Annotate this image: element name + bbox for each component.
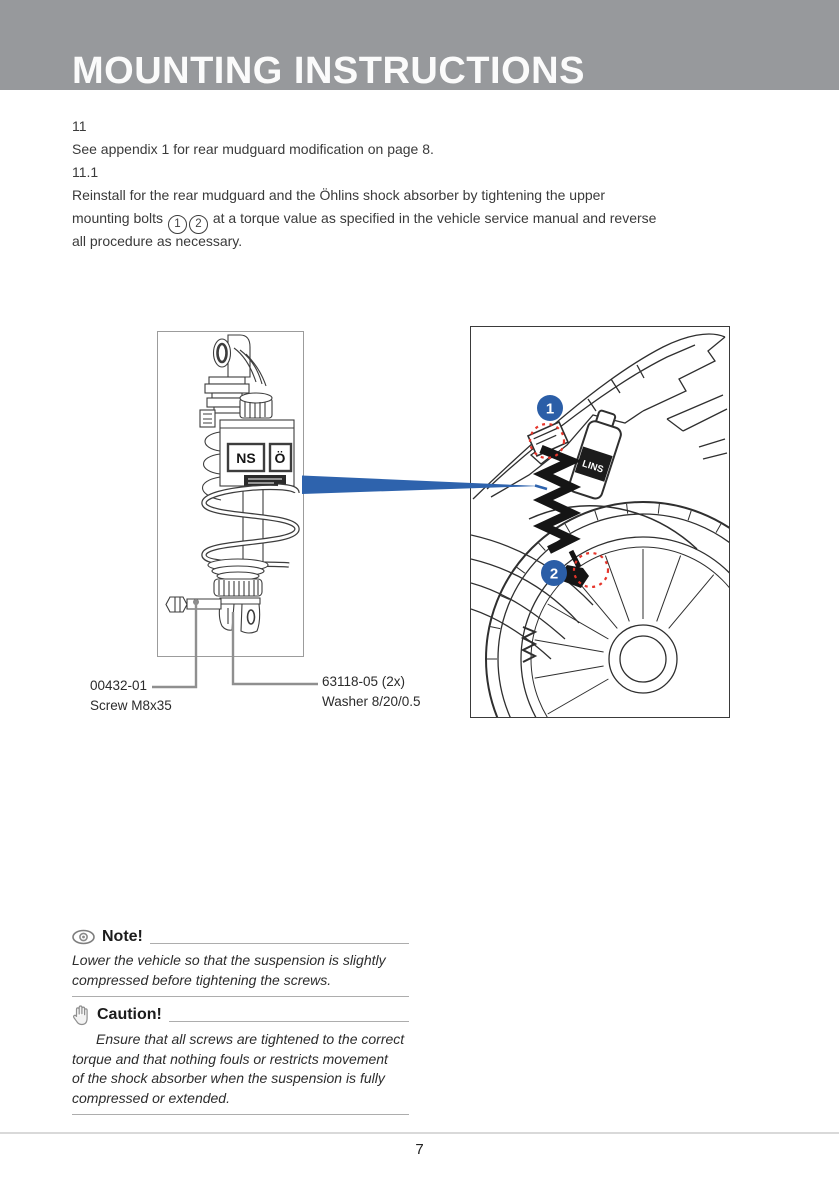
brand-sticker-text-left: NS (236, 450, 256, 466)
step-text: See appendix 1 for rear mudguard modification on page 8. (72, 141, 434, 157)
motorcycle-rear-drawing (471, 327, 729, 717)
page-number: 7 (415, 1141, 424, 1158)
reservoir-brand-text: LINS (580, 458, 605, 476)
shock-absorber-detail-figure (157, 331, 304, 657)
caution-title: Caution! (97, 1006, 162, 1023)
caution-line-4: compressed or extended. (72, 1089, 230, 1106)
caution-bottom-rule (72, 1114, 409, 1115)
instruction-block (72, 115, 656, 253)
screw-part-name: Screw M8x35 (90, 698, 172, 713)
circled-1-icon: 1 (168, 215, 187, 234)
footer-rule (0, 1132, 839, 1134)
paragraph-line-2-after: at a torque value as specified in the vehicle service manual and reverse (212, 210, 657, 226)
note-line-2: compressed before tightening the screws. (72, 971, 332, 988)
installed-shock-figure (470, 326, 730, 718)
note-line-1: Lower the vehicle so that the suspension is slightly (72, 952, 386, 968)
page-title: MOUNTING INSTRUCTIONS (72, 50, 585, 92)
note-title: Note! (102, 928, 143, 945)
callout-1-number: 1 (545, 400, 555, 418)
brand-sticker-text-right: Ö (274, 450, 286, 466)
paragraph-line-1: Reinstall for the rear mudguard and the Öhlins shock absorber by tightening the upper (72, 187, 606, 203)
step-number: 11 (72, 118, 87, 134)
washer-part-label (322, 672, 421, 712)
note-title-rule (150, 943, 409, 944)
paragraph-line-2-before: mounting bolts (72, 210, 164, 226)
eye-icon (72, 929, 95, 945)
callout-2-number: 2 (549, 565, 559, 583)
note-bottom-rule (72, 996, 409, 997)
note-section (72, 926, 409, 997)
caution-section (72, 1004, 409, 1115)
paragraph-line-3: all procedure as necessary. (72, 233, 243, 249)
screw-part-label (90, 676, 172, 716)
paragraph-line-2 (72, 207, 656, 230)
caution-line-2: torque and that nothing fouls or restricts movement (72, 1050, 388, 1067)
caution-line-3: of the shock absorber when the suspension is fully (72, 1070, 385, 1086)
circled-2-icon: 2 (189, 215, 208, 234)
screw-part-number: 00432-01 (90, 678, 148, 693)
washer-part-number: 63118-05 (2x) (322, 674, 406, 689)
substep-number: 11.1 (72, 164, 99, 180)
caution-line-1: Ensure that all screws are tightened to the correct (96, 1031, 405, 1047)
shock-absorber-drawing (158, 332, 303, 656)
caution-title-rule (169, 1021, 409, 1022)
hand-icon (72, 1005, 90, 1026)
washer-part-name: Washer 8/20/0.5 (322, 694, 421, 709)
